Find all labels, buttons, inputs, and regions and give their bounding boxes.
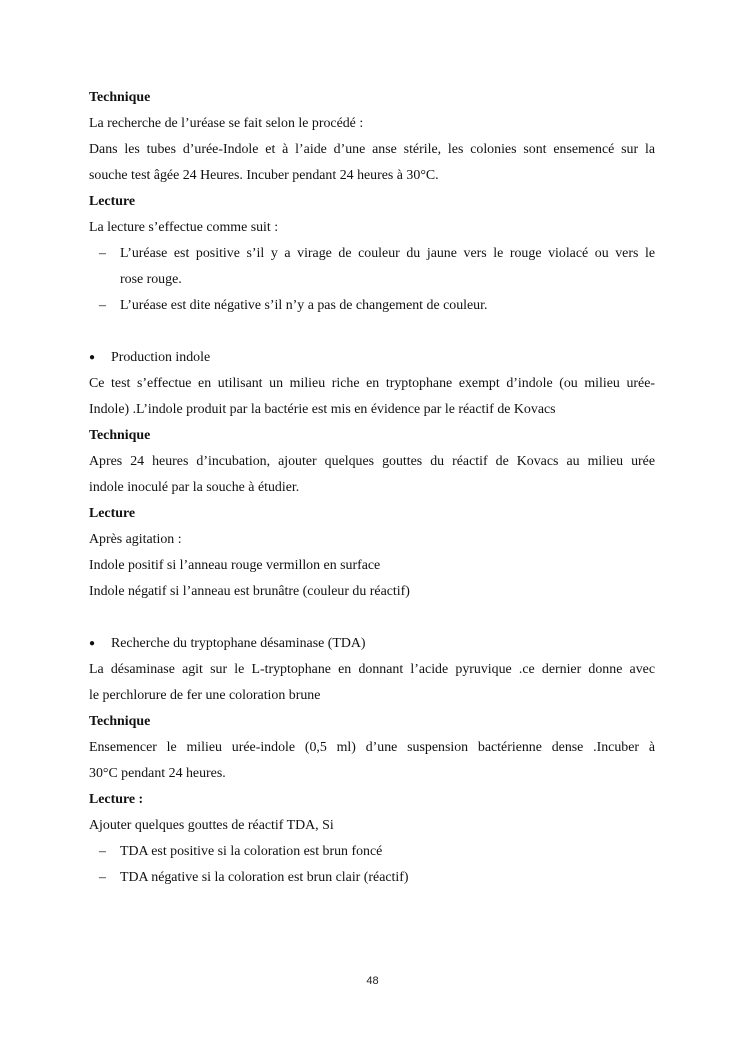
paragraph-line: Indole positif si l’anneau rouge vermillon en surface bbox=[89, 558, 381, 573]
paragraph-line: le perchlorure de fer une coloration brune bbox=[89, 688, 321, 703]
paragraph-line: Dans les tubes d’urée-Indole et à l’aide d’une anse stérile, les colonies sont ensemencé sur la bbox=[89, 142, 655, 157]
list-item-text: TDA négative si la coloration est brun clair (réactif) bbox=[120, 870, 409, 885]
list-item-text: L’uréase est dite négative s’il n’y a pas de changement de couleur. bbox=[120, 298, 488, 313]
paragraph-line: Ensemencer le milieu urée-indole (0,5 ml) d’une suspension bactérienne dense .Incuber à bbox=[89, 740, 655, 755]
paragraph-line: indole inoculé par la souche à étudier. bbox=[89, 480, 300, 495]
section-heading-technique: Technique bbox=[89, 428, 151, 443]
list-item-text: L’uréase est positive s’il y a virage de couleur du jaune vers le rouge violacé ou vers le bbox=[120, 246, 655, 261]
dash-marker: – bbox=[99, 298, 106, 313]
list-item bbox=[89, 293, 655, 319]
list-item-text: TDA est positive si la coloration est brun foncé bbox=[120, 844, 383, 859]
section-heading-lecture: Lecture : bbox=[89, 792, 144, 807]
bullet-icon: ● bbox=[89, 638, 96, 649]
paragraph-line: La recherche de l’uréase se fait selon le procédé : bbox=[89, 116, 364, 131]
bullet-heading-indole bbox=[89, 345, 655, 371]
bullet-heading-tda bbox=[89, 631, 655, 657]
section-heading-technique: Technique bbox=[89, 714, 151, 729]
list-item-text: rose rouge. bbox=[120, 272, 182, 287]
bullet-title: Production indole bbox=[111, 350, 211, 365]
paragraph-line: Après agitation : bbox=[89, 532, 182, 547]
list-item bbox=[89, 839, 655, 865]
dash-marker: – bbox=[99, 844, 106, 859]
paragraph-line: La lecture s’effectue comme suit : bbox=[89, 220, 279, 235]
paragraph-line: La désaminase agit sur le L-tryptophane en donnant l’acide pyruvique .ce dernier donne avec bbox=[89, 662, 655, 677]
paragraph-line: souche test âgée 24 Heures. Incuber pendant 24 heures à 30°C. bbox=[89, 168, 439, 183]
paragraph-line: Ajouter quelques gouttes de réactif TDA, Si bbox=[89, 818, 334, 833]
list-item bbox=[89, 241, 655, 293]
paragraph-line: Apres 24 heures d’incubation, ajouter quelques gouttes du réactif de Kovacs au milieu urée bbox=[89, 454, 655, 469]
list-item bbox=[89, 865, 655, 891]
document-body bbox=[89, 85, 655, 891]
paragraph-line: Ce test s’effectue en utilisant un milieu riche en tryptophane exempt d’indole (ou milieu urée- bbox=[89, 376, 655, 391]
paragraph-line: 30°C pendant 24 heures. bbox=[89, 766, 226, 781]
bullet-icon: ● bbox=[89, 352, 96, 363]
paragraph-line: Indole négatif si l’anneau est brunâtre (couleur du réactif) bbox=[89, 584, 410, 599]
dash-marker: – bbox=[99, 246, 106, 261]
dash-marker: – bbox=[99, 870, 106, 885]
bullet-title: Recherche du tryptophane désaminase (TDA) bbox=[111, 636, 366, 651]
section-heading-lecture: Lecture bbox=[89, 194, 136, 209]
paragraph-line: Indole) .L’indole produit par la bactérie est mis en évidence par le réactif de Kovacs bbox=[89, 402, 556, 417]
spacer bbox=[89, 319, 655, 345]
section-heading-technique: Technique bbox=[89, 90, 151, 105]
spacer bbox=[89, 605, 655, 631]
section-heading-lecture: Lecture bbox=[89, 506, 136, 521]
page-number: 48 bbox=[366, 975, 379, 987]
